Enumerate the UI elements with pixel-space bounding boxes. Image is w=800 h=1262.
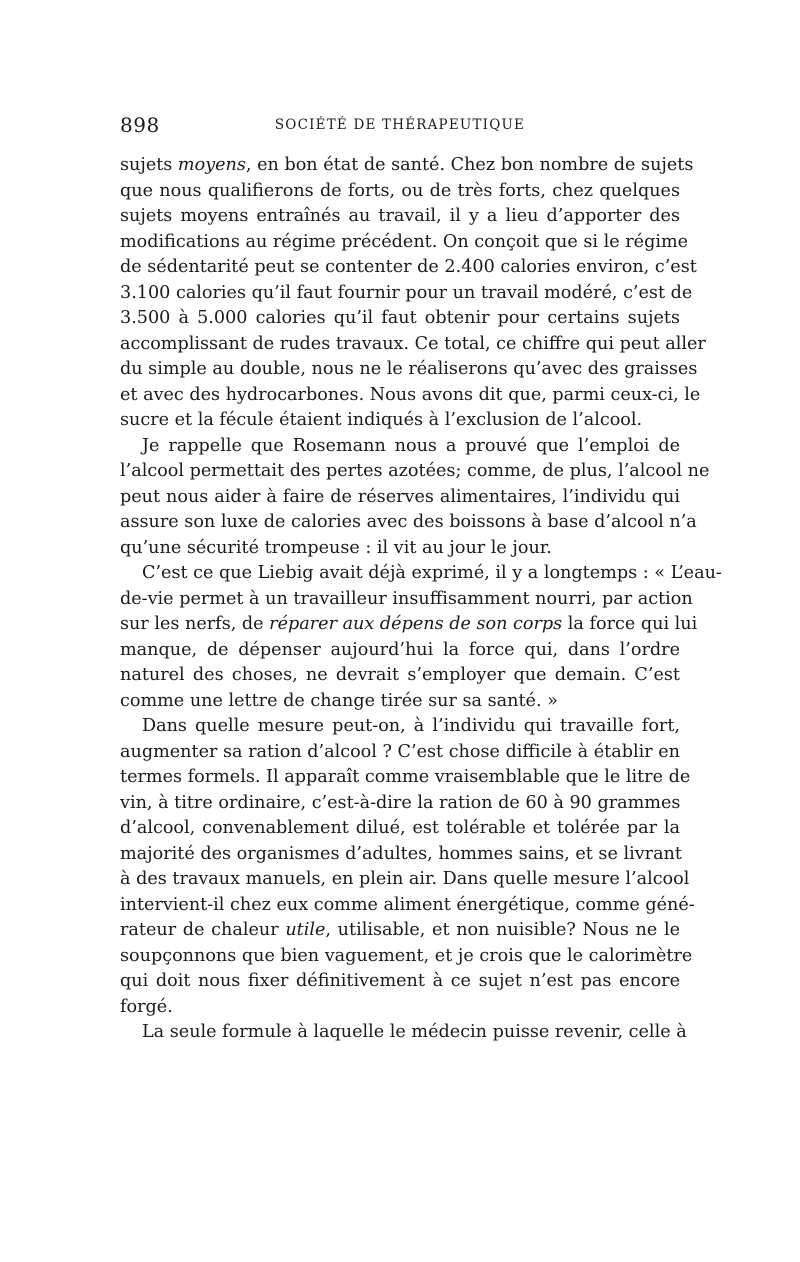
- text-line: comme une lettre de change tirée sur sa santé. »: [120, 690, 558, 711]
- text-line: que nous qualifierons de forts, ou de très forts, chez quelques: [120, 180, 680, 201]
- text-line: 3.500 à 5.000 calories qu’il faut obtenir pour certains sujets: [120, 308, 680, 328]
- text-line: l’alcool permettait des pertes azotées; comme, de plus, l’alcool ne: [120, 461, 710, 481]
- text-line: naturel des choses, ne devrait s’employer que demain. C’est: [120, 665, 680, 685]
- body-text: [120, 153, 722, 1046]
- text-line: qu’une sécurité trompeuse : il vit au jour le jour.: [120, 537, 552, 558]
- text-line: et avec des hydrocarbones. Nous avons dit que, parmi ceux-ci, le: [120, 384, 701, 405]
- text-line: sucre et la fécule étaient indiqués à l’exclusion de l’alcool.: [120, 410, 643, 430]
- text-line: rateur de chaleur utile, utilisable, et non nuisible? Nous ne le: [120, 920, 681, 940]
- text-line: modifications au régime précédent. On conçoit que si le régime: [120, 231, 689, 252]
- text-line: vin, à titre ordinaire, c’est-à-dire la ration de 60 à 90 grammes: [120, 792, 681, 813]
- page-header: [120, 113, 680, 143]
- text-line: sujets moyens, en bon état de santé. Chez bon nombre de sujets: [120, 155, 694, 175]
- text-line: accomplissant de rudes travaux. Ce total, ce chiffre qui peut aller: [120, 333, 706, 354]
- text-line: assure son luxe de calories avec des boissons à base d’alcool n’a: [120, 512, 697, 532]
- italic-text: réparer aux dépens de son corps: [269, 614, 563, 634]
- text-line: majorité des organismes d’adultes, hommes sains, et se livrant: [120, 843, 682, 864]
- text-line: forgé.: [120, 996, 173, 1017]
- text-line: termes formels. Il apparaît comme vraisemblable que le litre de: [120, 767, 691, 787]
- text-line: du simple au double, nous ne le réaliserons qu’avec des graisses: [120, 359, 698, 379]
- italic-text: moyens: [177, 155, 246, 175]
- page-number: 898: [120, 113, 160, 137]
- text-line: soupçonnons que bien vaguement, et je crois que le calorimètre: [120, 945, 693, 966]
- text-line: Je rappelle que Rosemann nous a prouvé que l’emploi de: [142, 435, 680, 456]
- text-line: sur les nerfs, de réparer aux dépens de son corps la force qui lui: [120, 614, 698, 634]
- text-line: intervient-il chez eux comme aliment énergétique, comme géné-: [120, 894, 695, 915]
- italic-text: utile: [285, 920, 326, 940]
- text-line: Dans quelle mesure peut-on, à l’individu qui travaille fort,: [142, 716, 680, 736]
- text-line: d’alcool, convenablement dilué, est tolérable et tolérée par la: [120, 818, 680, 838]
- text-line: augmenter sa ration d’alcool ? C’est chose difficile à établir en: [120, 741, 680, 762]
- text-line: La seule formule à laquelle le médecin puisse revenir, celle à: [142, 1022, 687, 1042]
- running-head: SOCIÉTÉ DE THÉRAPEUTIQUE: [274, 117, 526, 133]
- text-line: de-vie permet à un travailleur insuffisamment nourri, par action: [120, 588, 693, 609]
- text-line: C’est ce que Liebig avait déjà exprimé, il y a longtemps : « L’eau-: [142, 563, 722, 583]
- text-line: manque, de dépenser aujourd’hui la force qui, dans l’ordre: [120, 639, 680, 660]
- text-line: peut nous aider à faire de réserves alimentaires, l’individu qui: [120, 486, 680, 507]
- text-line: 3.100 calories qu’il faut fournir pour un travail modéré, c’est de: [120, 282, 693, 303]
- text-line: à des travaux manuels, en plein air. Dans quelle mesure l’alcool: [120, 869, 690, 889]
- text-line: sujets moyens entraînés au travail, il y a lieu d’apporter des: [120, 206, 680, 226]
- text-line: de sédentarité peut se contenter de 2.400 calories environ, c’est: [120, 257, 697, 277]
- text-line: qui doit nous fixer définitivement à ce sujet n’est pas encore: [120, 971, 680, 991]
